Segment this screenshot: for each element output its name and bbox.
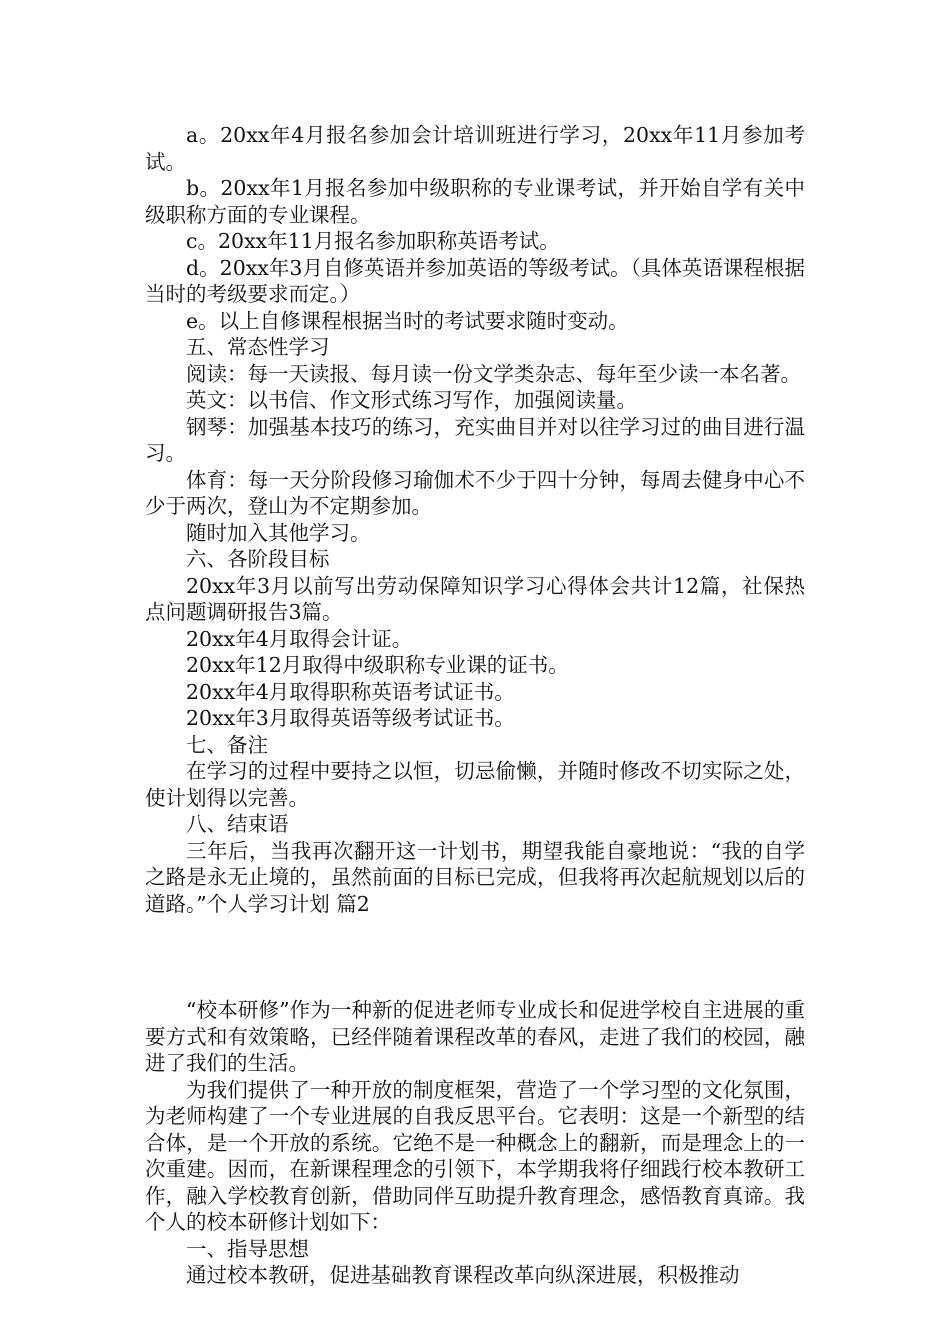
paragraph: 英文：以书信、作文形式练习写作，加强阅读量。 <box>186 388 637 412</box>
paragraph: a。20xx年4月报名参加会计培训班进行学习，20xx年11月参加考试。 <box>145 123 805 174</box>
paragraph: 20xx年3月以前写出劳动保障知识学习心得体会共计12篇，社保热点问题调研报告3篇。 <box>145 573 805 624</box>
paragraph: d。20xx年3月自修英语并参加英语的等级考试。（具体英语课程根据当时的考级要求而定。） <box>145 255 805 306</box>
paragraph: c。20xx年11月报名参加职称英语考试。 <box>186 229 560 253</box>
section-heading: 七、备注 <box>186 732 268 757</box>
paragraph: 20xx年12月取得中级职称专业课的证书。 <box>186 653 569 677</box>
paragraph: e。以上自修课程根据当时的考试要求随时变动。 <box>186 308 629 333</box>
section-gap <box>145 917 805 997</box>
paragraph: 20xx年4月取得职称英语考试证书。 <box>186 679 515 704</box>
section-heading: 一、指导思想 <box>186 1236 309 1261</box>
paragraph: 随时加入其他学习。 <box>186 520 371 545</box>
section-heading: 五、常态性学习 <box>186 335 330 359</box>
paragraph: 钢琴：加强基本技巧的练习，充实曲目并对以往学习过的曲目进行温习。 <box>145 414 805 465</box>
document-page <box>145 122 805 1289</box>
section-heading: 六、各阶段目标 <box>186 547 330 571</box>
paragraph: “校本研修”作为一种新的促进老师专业成长和促进学校自主进展的重要方式和有效策略，已经伴随着课程改革的春风，走进了我们的校园，融进了我们的生活。 <box>145 998 805 1075</box>
paragraph: 三年后，当我再次翻开这一计划书，期望我能自豪地说：“我的自学之路是永无止境的，虽然前面的目标已完成，但我将再次起航规划以后的道路。”个人学习计划 篇2 <box>145 838 805 916</box>
paragraph: 为我们提供了一种开放的制度框架，营造了一个学习型的文化氛围，为老师构建了一个专业进展的自我反思平台。它表明：这是一个新型的结合体，是一个开放的系统。它绝不是一种概念上的翻新，而是理念上的一次重建。因而，在新课程理念的引领下，本学期我将仔细践行校本教研工作，融入学校教育创新，借助同伴互助提升教育理念，感悟教育真谛。我个人的校本研修计划如下： <box>145 1077 805 1234</box>
paragraph: 通过校本教研，促进基础教育课程改革向纵深进展，积极推动 <box>186 1263 740 1287</box>
paragraph: 20xx年4月取得会计证。 <box>186 626 413 651</box>
paragraph: 20xx年3月取得英语等级考试证书。 <box>186 706 515 730</box>
paragraph: 阅读：每一天读报、每月读一份文学类杂志、每年至少读一本名著。 <box>186 361 801 386</box>
section-heading: 八、结束语 <box>186 812 289 836</box>
paragraph: 体育：每一天分阶段修习瑜伽术不少于四十分钟，每周去健身中心不少于两次，登山为不定期参加。 <box>145 467 805 518</box>
paragraph: b。20xx年1月报名参加中级职称的专业课考试，并开始自学有关中级职称方面的专业课程。 <box>145 176 805 227</box>
paragraph: 在学习的过程中要持之以恒，切忌偷懒，并随时修改不切实际之处，使计划得以完善。 <box>145 759 805 810</box>
